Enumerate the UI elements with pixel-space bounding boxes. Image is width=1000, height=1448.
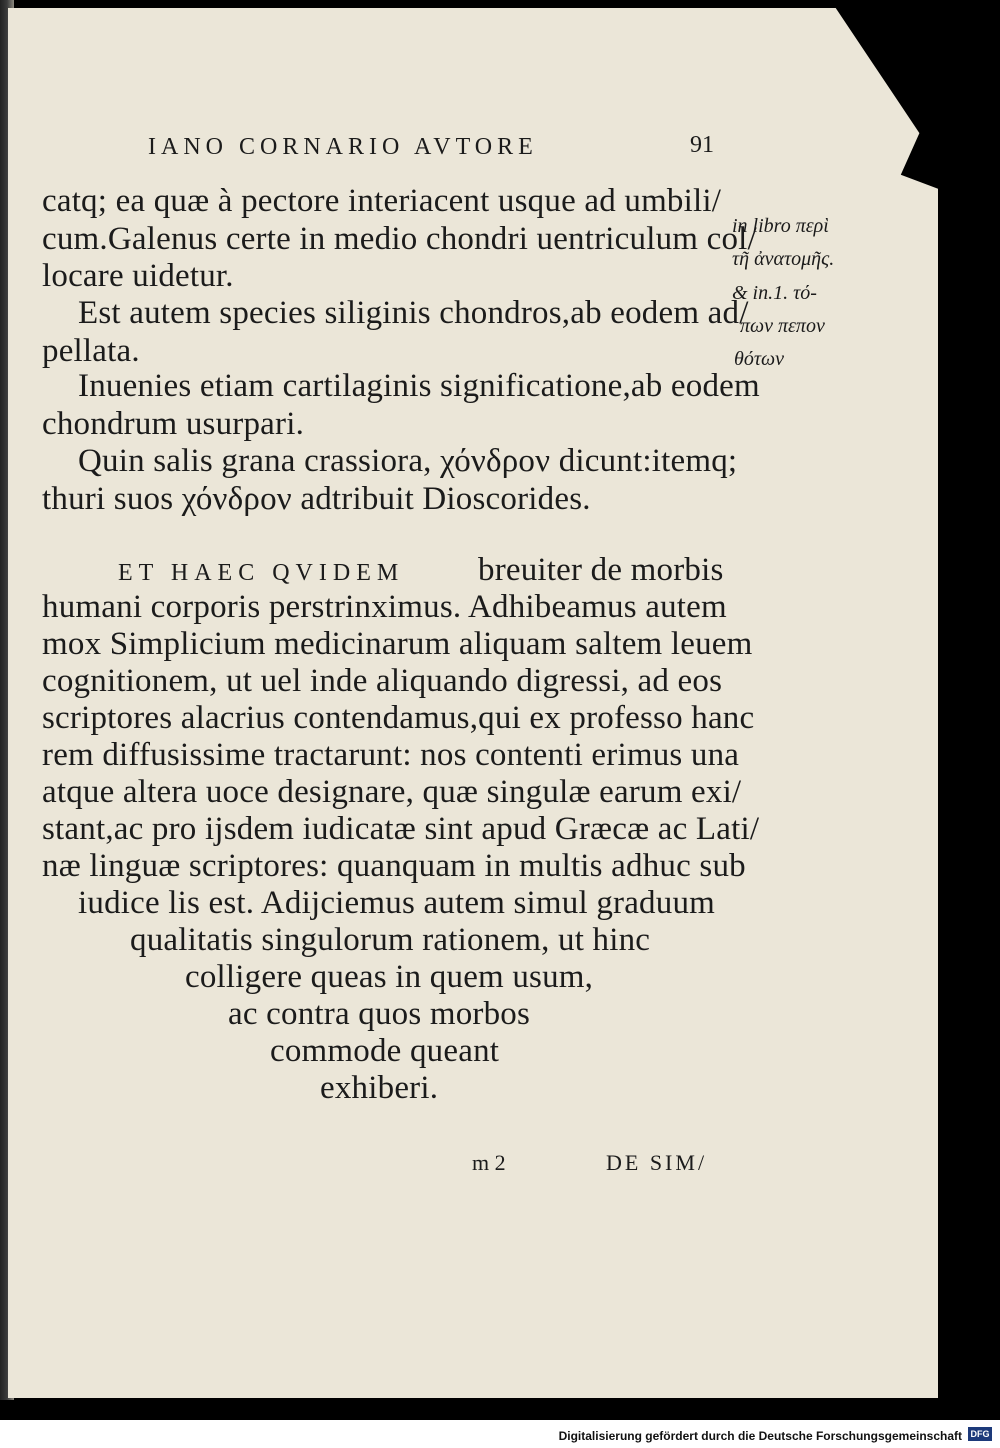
text-line-5: pellata. bbox=[42, 333, 140, 369]
paragraph-line-15: exhiberi. bbox=[320, 1070, 439, 1106]
paragraph-line-10: iudice lis est. Adijciemus autem simul graduum bbox=[78, 885, 716, 921]
margin-note-line-5: θότων bbox=[734, 348, 784, 370]
margin-note-line-2: τῆ ἀνατομῆς. bbox=[732, 248, 835, 270]
paragraph-line-7: atque altera uoce designare, quæ singulæ earum exi/ bbox=[42, 774, 742, 810]
margin-note-line-1: in libro περὶ bbox=[732, 215, 829, 237]
text-line-1: catq; ea quæ à pectore interiacent usque ad umbili/ bbox=[42, 183, 722, 219]
margin-note-line-3: & in.1. τό- bbox=[732, 282, 817, 304]
paragraph-first-line: breuiter de morbis bbox=[478, 552, 724, 588]
text-line-8: Quin salis grana crassiora, χόνδρον dicunt:itemq; bbox=[78, 443, 738, 479]
paragraph-line-2: humani corporis perstrinximus. Adhibeamus autem bbox=[42, 589, 727, 625]
paragraph-line-5: scriptores alacrius contendamus,qui ex professo hanc bbox=[42, 700, 755, 736]
paragraph-line-13: ac contra quos morbos bbox=[228, 996, 531, 1032]
credit-text: Digitalisierung gefördert durch die Deutsche Forschungsgemeinschaft bbox=[558, 1429, 962, 1443]
paragraph-lead-caps: ET HAEC QVIDEM bbox=[118, 560, 405, 586]
dfg-logo: DFG bbox=[968, 1427, 992, 1441]
running-title: IANO CORNARIO AVTORE bbox=[148, 134, 538, 160]
text-line-2: cum.Galenus certe in medio chondri uentriculum col/ bbox=[42, 221, 757, 257]
margin-note-line-4: πων πεπον bbox=[740, 315, 825, 337]
page-number: 91 bbox=[690, 132, 714, 158]
paragraph-line-4: cognitionem, ut uel inde aliquando digressi, ad eos bbox=[42, 663, 723, 699]
paragraph-line-11: qualitatis singulorum rationem, ut hinc bbox=[130, 922, 651, 958]
text-line-7: chondrum usurpari. bbox=[42, 406, 305, 442]
text-line-4: Est autem species siliginis chondros,ab eodem ad/ bbox=[78, 295, 749, 331]
text-line-6: Inuenies etiam cartilaginis significatione,ab eodem bbox=[78, 368, 760, 404]
text-line-9: thuri suos χόνδρον adtribuit Dioscorides. bbox=[42, 481, 591, 517]
paragraph-line-8: stant,ac pro ijsdem iudicatæ sint apud Græcæ ac Lati/ bbox=[42, 811, 760, 847]
paragraph-line-14: commode queant bbox=[270, 1033, 500, 1069]
paragraph-line-9: næ linguæ scriptores: quanquam in multis adhuc sub bbox=[42, 848, 746, 884]
paragraph-line-6: rem diffusissime tractarunt: nos contenti erimus una bbox=[42, 737, 740, 773]
paragraph-line-12: colligere queas in quem usum, bbox=[185, 959, 594, 995]
signature-mark: m 2 bbox=[472, 1150, 506, 1175]
catchword: DE SIM/ bbox=[606, 1150, 708, 1175]
paragraph-line-3: mox Simplicium medicinarum aliquam saltem leuem bbox=[42, 626, 753, 662]
text-line-3: locare uidetur. bbox=[42, 258, 234, 294]
